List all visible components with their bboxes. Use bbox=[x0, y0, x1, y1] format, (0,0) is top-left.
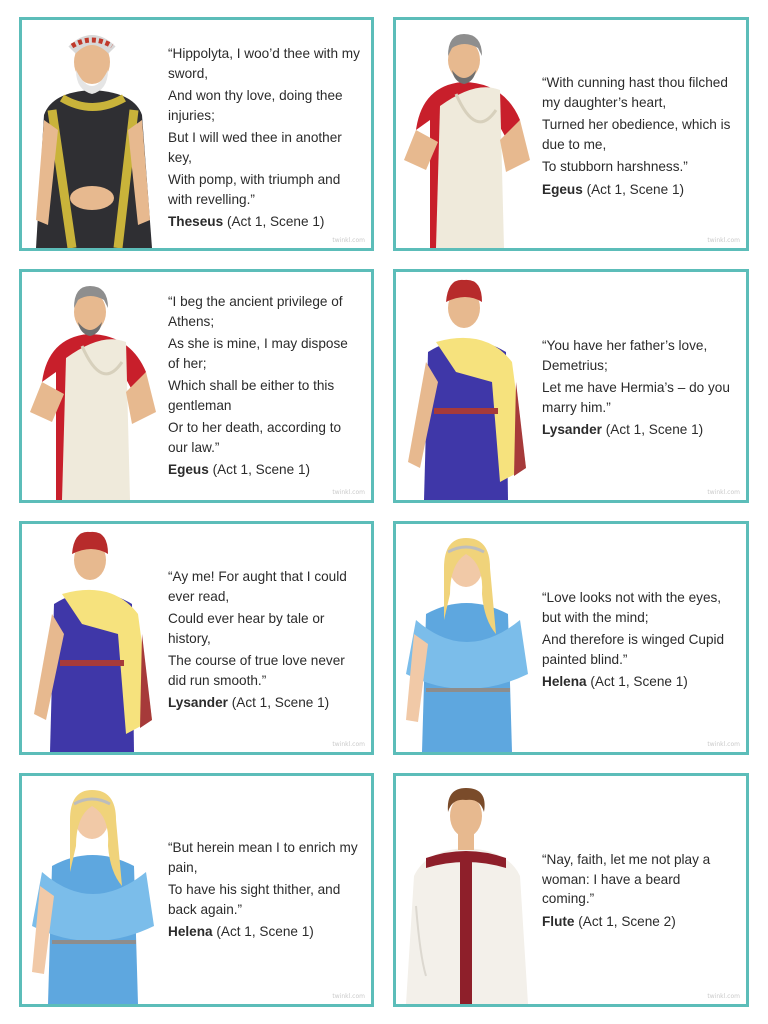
quote-line: “Love looks not with the eyes, but with the mind; bbox=[542, 590, 722, 625]
helena-illustration-icon bbox=[396, 524, 546, 752]
quote-line: But I will wed thee in another key, bbox=[168, 130, 342, 165]
quote-text-block bbox=[168, 567, 361, 713]
quote-text-block bbox=[542, 850, 736, 931]
lysander-illustration-icon bbox=[396, 272, 546, 500]
quote-text-block bbox=[542, 336, 736, 440]
brand-watermark: twinkl.com bbox=[332, 237, 365, 244]
egeus-illustration-icon bbox=[396, 20, 546, 248]
quote-line: To stubborn harshness.” bbox=[542, 159, 688, 174]
quote-line: “Nay, faith, let me not play a woman: I have a beard coming.” bbox=[542, 852, 711, 906]
brand-watermark: twinkl.com bbox=[332, 993, 365, 1000]
speaker-name: Helena bbox=[168, 924, 213, 939]
quote-attribution bbox=[168, 460, 361, 480]
theseus-illustration-icon bbox=[22, 20, 172, 248]
speaker-name: Egeus bbox=[168, 462, 209, 477]
quote-line: Let me have Hermia’s – do you marry him.” bbox=[542, 380, 730, 415]
scene-reference: (Act 1, Scene 2) bbox=[578, 913, 676, 929]
scene-reference: (Act 1, Scene 1) bbox=[231, 695, 330, 710]
scene-reference: (Act 1, Scene 1) bbox=[590, 674, 688, 689]
quote-line: Turned her obedience, which is due to me, bbox=[542, 117, 731, 152]
quote-card-egeus bbox=[19, 269, 374, 503]
quote-line: And won thy love, doing thee injuries; bbox=[168, 88, 343, 123]
quote-line: As she is mine, I may dispose of her; bbox=[168, 336, 348, 371]
quote-text-block bbox=[168, 838, 361, 942]
quote-attribution bbox=[542, 912, 736, 932]
scene-reference: (Act 1, Scene 1) bbox=[605, 422, 704, 437]
brand-watermark: twinkl.com bbox=[707, 237, 740, 244]
speaker-name: Lysander bbox=[168, 695, 228, 710]
quote-attribution bbox=[168, 922, 361, 942]
quote-card-lysander bbox=[393, 269, 749, 503]
quote-text-block bbox=[542, 73, 736, 199]
quote-card-helena bbox=[19, 773, 374, 1007]
quote-attribution bbox=[168, 212, 361, 232]
speaker-name: Theseus bbox=[168, 214, 224, 229]
quote-attribution bbox=[542, 180, 736, 200]
brand-watermark: twinkl.com bbox=[707, 741, 740, 748]
scene-reference: (Act 1, Scene 1) bbox=[212, 462, 311, 477]
lysander-illustration-icon bbox=[22, 524, 172, 752]
speaker-name: Egeus bbox=[542, 181, 583, 197]
quote-line: Could ever hear by tale or history, bbox=[168, 611, 325, 646]
quote-attribution bbox=[168, 693, 361, 713]
quote-line: And therefore is winged Cupid painted blind.” bbox=[542, 632, 725, 667]
quote-card-egeus bbox=[393, 17, 749, 251]
speaker-name: Lysander bbox=[542, 422, 602, 437]
quote-text-block bbox=[168, 44, 361, 232]
helena-illustration-icon bbox=[22, 776, 172, 1004]
flute-illustration-icon bbox=[396, 776, 546, 1004]
quote-attribution bbox=[542, 420, 736, 440]
quote-line: To have his sight thither, and back again.” bbox=[168, 882, 341, 917]
quote-card-helena bbox=[393, 521, 749, 755]
quote-line: With pomp, with triumph and with revelling.” bbox=[168, 172, 341, 207]
egeus-illustration-icon bbox=[22, 272, 172, 500]
quote-line: The course of true love never did run smooth.” bbox=[168, 653, 345, 688]
quote-card-flute bbox=[393, 773, 749, 1007]
quote-text-block bbox=[168, 292, 361, 480]
quote-text-block bbox=[542, 588, 736, 692]
speaker-name: Flute bbox=[542, 913, 575, 929]
quote-line: Or to her death, according to our law.” bbox=[168, 420, 342, 455]
scene-reference: (Act 1, Scene 1) bbox=[216, 924, 314, 939]
quote-card-theseus bbox=[19, 17, 374, 251]
quote-line: “Hippolyta, I woo’d thee with my sword, bbox=[168, 46, 360, 81]
quote-attribution bbox=[542, 672, 736, 692]
brand-watermark: twinkl.com bbox=[707, 489, 740, 496]
quote-line: “I beg the ancient privilege of Athens; bbox=[168, 294, 343, 329]
brand-watermark: twinkl.com bbox=[332, 489, 365, 496]
speaker-name: Helena bbox=[542, 674, 587, 689]
scene-reference: (Act 1, Scene 1) bbox=[586, 181, 685, 197]
scene-reference: (Act 1, Scene 1) bbox=[226, 214, 325, 229]
quote-line: “With cunning hast thou filched my daughter’s heart, bbox=[542, 75, 728, 110]
brand-watermark: twinkl.com bbox=[707, 993, 740, 1000]
brand-watermark: twinkl.com bbox=[332, 741, 365, 748]
quote-line: “But herein mean I to enrich my pain, bbox=[168, 840, 358, 875]
quote-line: “Ay me! For aught that I could ever read, bbox=[168, 569, 347, 604]
quote-line: Which shall be either to this gentleman bbox=[168, 378, 335, 413]
quote-card-lysander bbox=[19, 521, 374, 755]
quote-line: “You have her father’s love, Demetrius; bbox=[542, 338, 708, 373]
